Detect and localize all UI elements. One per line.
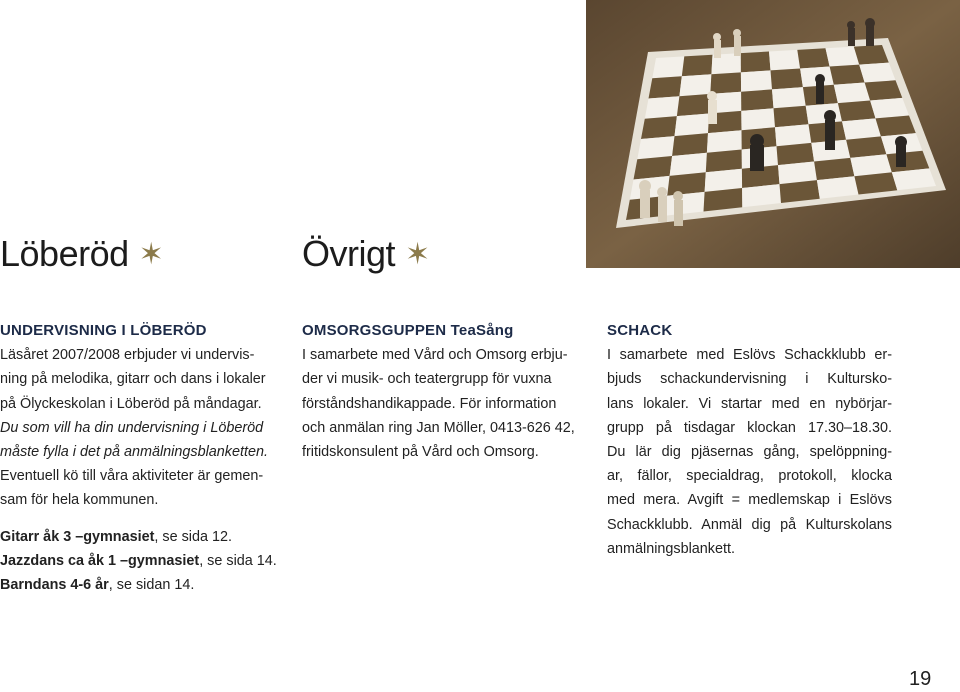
chess-board-illustration [586,0,960,268]
text-line: grupp på tisdagar klockan 17.30–18.30. [607,419,892,436]
course-ref: , se sidan 14. [108,577,195,594]
chess-piece-icon [815,74,825,104]
course-item [0,525,290,549]
text-line: I samarbete med Vård och Omsorg erbju- [302,347,568,364]
board-square [769,50,800,71]
text-line: Du lär dig pjäsernas gång, spelöppning- [607,444,892,461]
heading-loberod-text: Löberöd [0,233,129,274]
board-square [741,108,775,130]
course-item [0,573,290,597]
course-name: Jazzdans ca åk 1 –gymnasiet [0,552,200,569]
chess-piece-icon [707,91,717,124]
text-line: Eventuell kö till våra aktiviteter är gemen- [0,468,264,485]
board-square [774,106,809,128]
board-square [842,118,881,139]
text-line: ar, fällor, specialdrag, protokoll, klocka [607,468,892,485]
board-square [652,56,684,78]
star-icon: ✶ [138,238,164,271]
board-square [741,52,771,73]
text-line: sam för hela kommunen. [0,492,159,509]
board-square [667,172,706,196]
board-square [706,150,742,173]
text-line: och anmälan ring Jan Möller, 0413-626 42, [302,419,575,436]
text-line: på Ölyckeskolan i Löberöd på måndagar. [0,395,262,412]
board-square [850,154,892,176]
board-square [637,136,674,159]
section-title: UNDERVISNING I LÖBERÖD [0,322,207,339]
star-icon: ✶ [405,238,430,271]
chess-piece-icon [733,29,741,56]
text-line-italic: måste fylla i det på anmälningsblanketten. [0,444,268,461]
chess-piece-icon [750,134,764,171]
board-square [682,55,713,77]
text-line: med mera. Avgift = medlemskap i Eslövs [607,492,892,509]
text-line: Läsåret 2007/2008 erbjuder vi undervis- [0,347,255,364]
board-square [741,70,772,91]
section-schack [607,319,892,561]
board-square [741,89,773,111]
board-square [705,169,743,192]
board-square [670,153,707,176]
heading-loberod [0,232,163,277]
board-square [838,101,876,122]
text-line: ning på melodika, gitarr och dans i lokaler [0,371,266,388]
heading-ovrigt [302,232,430,277]
section-title: SCHACK [607,322,673,339]
chess-piece-icon [639,180,651,218]
board-square [672,133,708,156]
board-square [675,114,710,137]
chess-piece-icon [713,33,721,58]
text-line: der vi musik- och teatergrupp för vuxna [302,371,552,388]
board-square [778,162,817,185]
text-line-italic: Du som vill ha din undervisning i Löberöd [0,419,264,436]
board-square [830,65,865,85]
board-square [777,143,815,165]
chess-piece-icon [847,21,855,46]
board-square [876,116,916,137]
board-square [677,94,710,116]
course-name: Barndans 4-6 år [0,577,109,594]
page-number: 19 [909,668,932,690]
board-square [649,76,682,98]
section-undervisning [0,319,290,597]
section-title: OMSORGSGUPPEN TeaSång [302,322,514,339]
course-ref: , se sida 12. [154,528,232,545]
board-square [634,156,673,180]
chess-piece-icon [657,187,667,222]
chess-piece-icon [673,191,683,226]
board-square [707,130,742,153]
board-square [865,80,903,100]
text-line: Schackklubb. Anmäl dig på Kulturskolans [607,516,892,533]
board-square [641,116,677,139]
text-line: förståndshandikappade. För information [302,395,557,412]
board-square [814,158,854,180]
board-square [846,136,886,158]
board-square [826,47,860,67]
course-ref: , se sida 14. [199,552,277,569]
board-square [797,48,829,68]
heading-ovrigt-text: Övrigt [302,233,396,274]
text-line: lans lokaler. Vi startar med en nybörjar- [607,395,892,412]
text-line: bjuds schackundervisning i Kultursko- [607,371,892,388]
course-name: Gitarr åk 3 –gymnasiet [0,528,155,545]
board-square [775,124,811,146]
text-line: I samarbete med Eslövs Schackklubb er- [607,347,892,364]
board-square [870,98,909,119]
board-square [771,69,803,90]
board-square [772,87,806,108]
board-square [679,74,711,96]
board-square [645,96,680,119]
chess-piece-icon [895,136,907,167]
board-square [710,72,741,94]
chess-piece-icon [865,18,875,46]
course-item [0,549,290,573]
board-square [834,83,870,104]
text-line: fritidskonsulent på Vård och Omsorg. [302,444,539,461]
chess-piece-icon [824,110,836,150]
text-line: anmälningsblankett. [607,540,735,557]
board-square [806,103,842,124]
section-omsorg [302,319,592,464]
